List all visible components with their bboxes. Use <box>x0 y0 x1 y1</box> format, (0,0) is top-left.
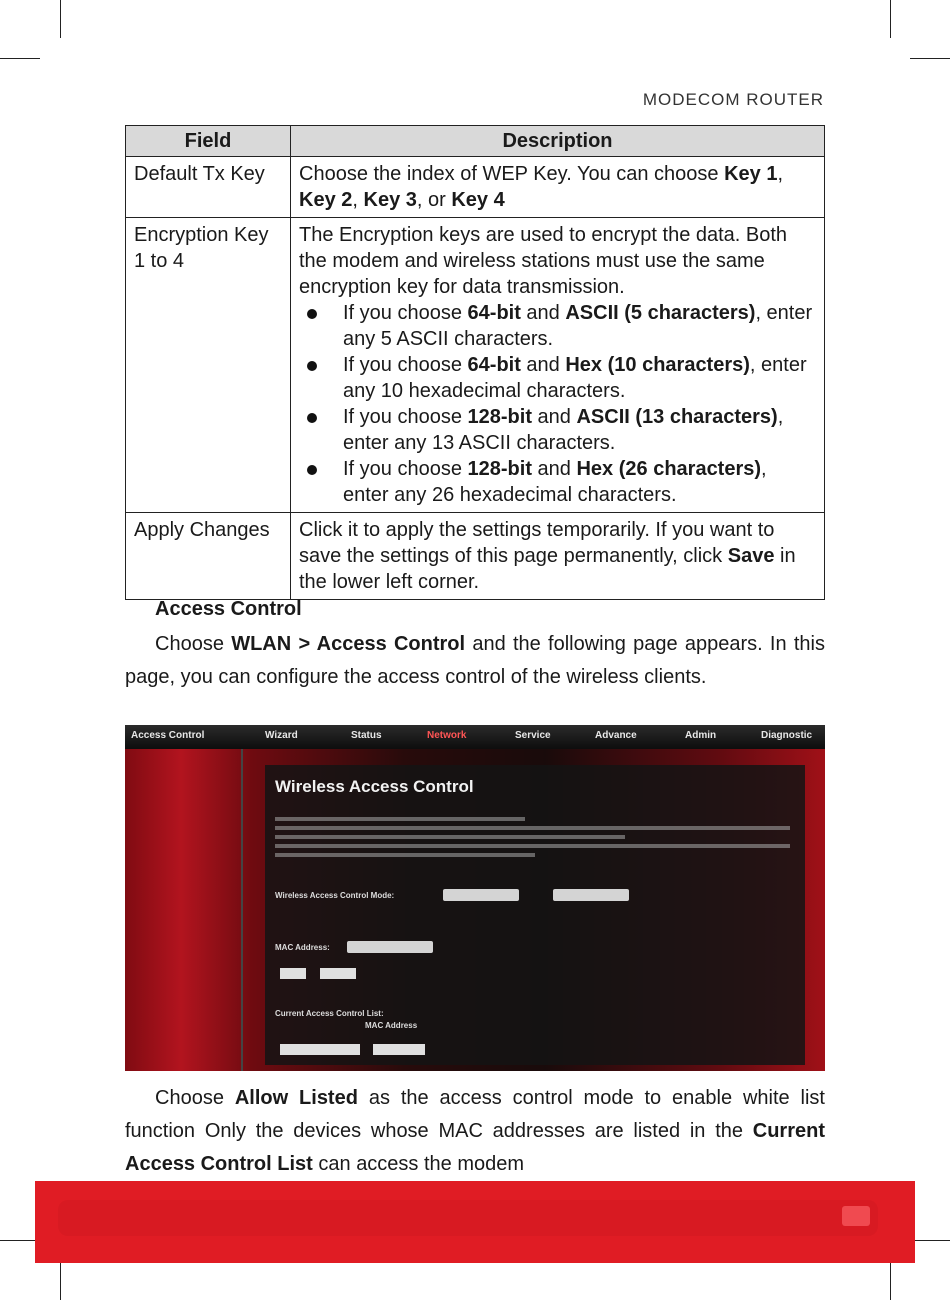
crop-mark <box>0 1240 40 1241</box>
screenshot-list-column: MAC Address <box>365 1021 418 1030</box>
bullet-list <box>299 300 816 508</box>
screenshot-mac-label: MAC Address: <box>275 943 330 952</box>
screenshot-button <box>280 1044 360 1055</box>
table-header-row <box>126 126 825 157</box>
list-item: If you choose 64-bit and ASCII (5 characters), enter any 5 ASCII characters. <box>299 300 816 352</box>
field-cell: Apply Changes <box>126 513 291 600</box>
bullet-icon <box>307 465 317 475</box>
tab-status: Status <box>351 730 382 741</box>
screenshot-mac-input <box>347 941 433 953</box>
crop-mark <box>60 0 61 38</box>
screenshot-breadcrumb: Access Control <box>131 730 205 741</box>
footer-inner-panel <box>58 1200 878 1236</box>
list-item: If you choose 128-bit and Hex (26 characters), enter any 26 hexadecimal characters. <box>299 456 816 508</box>
bullet-icon <box>307 361 317 371</box>
description-cell: Choose the index of WEP Key. You can choose Key 1, Key 2, Key 3, or Key 4 <box>291 157 825 218</box>
list-item: If you choose 64-bit and Hex (10 characters), enter any 10 hexadecimal characters. <box>299 352 816 404</box>
screenshot-nav-bar <box>125 725 825 749</box>
page-number-tab <box>842 1206 870 1226</box>
screenshot-sidebar <box>125 749 243 1071</box>
crop-mark <box>60 1262 61 1300</box>
column-header: Field <box>126 126 291 157</box>
screenshot-apply-select <box>553 889 629 901</box>
screenshot-mode-label: Wireless Access Control Mode: <box>275 891 395 900</box>
field-description-table <box>125 125 825 600</box>
tab-admin: Admin <box>685 730 717 741</box>
paragraph: Choose Allow Listed as the access control mode to enable white list function Only the devices whose MAC addresses are listed in the Current Access Control List can access the modem <box>125 1087 825 1175</box>
crop-mark <box>890 0 891 38</box>
tab-network: Network <box>427 730 467 741</box>
crop-mark <box>0 58 40 59</box>
tab-advance: Advance <box>595 730 637 741</box>
screenshot-text-line <box>275 844 790 848</box>
crop-mark <box>890 1262 891 1300</box>
paragraph: Choose WLAN > Access Control and the following page appears. In this page, you can configure the access control of the wireless clients. <box>125 633 825 688</box>
list-item: If you choose 128-bit and ASCII (13 characters), enter any 13 ASCII characters. <box>299 404 816 456</box>
screenshot-list-label: Current Access Control List: <box>275 1009 384 1018</box>
screenshot-text-line <box>275 817 525 821</box>
description-cell: The Encryption keys are used to encrypt the data. Both the modem and wireless stations must use the same encryption key for data transmission. If you choose 64-bit and ASCII (5 characters), enter any 5 ASCII characters. If you choose 64-bit and Hex (10 characters), enter any 10 hexadecimal characters. If you choose 128-bit and ASCII (13 characters), enter any 13 ASCII characters. If you choose 128-bit and Hex (26 characters), enter any 26 hexadecimal characters. <box>291 218 825 513</box>
tab-diagnostic: Diagnostic <box>761 730 813 741</box>
screenshot-content <box>265 765 805 1065</box>
column-header: Description <box>291 126 825 157</box>
screenshot-button <box>373 1044 425 1055</box>
screenshot-page-title: Wireless Access Control <box>275 777 474 796</box>
screenshot-mode-select <box>443 889 519 901</box>
tab-wizard: Wizard <box>265 730 298 741</box>
section-heading: Access Control <box>155 598 302 620</box>
screenshot-text-line <box>275 835 625 839</box>
running-header: MODECOM ROUTER <box>642 90 824 109</box>
table-row <box>126 157 825 218</box>
bullet-icon <box>307 309 317 319</box>
screenshot-text-line <box>275 826 790 830</box>
router-screenshot <box>125 725 825 1071</box>
screenshot-text-line <box>275 853 535 857</box>
screenshot-button <box>280 968 306 979</box>
crop-mark <box>910 58 950 59</box>
field-cell: Default Tx Key <box>126 157 291 218</box>
description-cell: Click it to apply the settings temporarily. If you want to save the settings of this page permanently, click Save in the lower left corner. <box>291 513 825 600</box>
tab-service: Service <box>515 730 551 741</box>
crop-mark <box>910 1240 950 1241</box>
table-row <box>126 218 825 513</box>
field-cell: Encryption Key 1 to 4 <box>126 218 291 513</box>
bullet-icon <box>307 413 317 423</box>
screenshot-button <box>320 968 356 979</box>
table-row <box>126 513 825 600</box>
